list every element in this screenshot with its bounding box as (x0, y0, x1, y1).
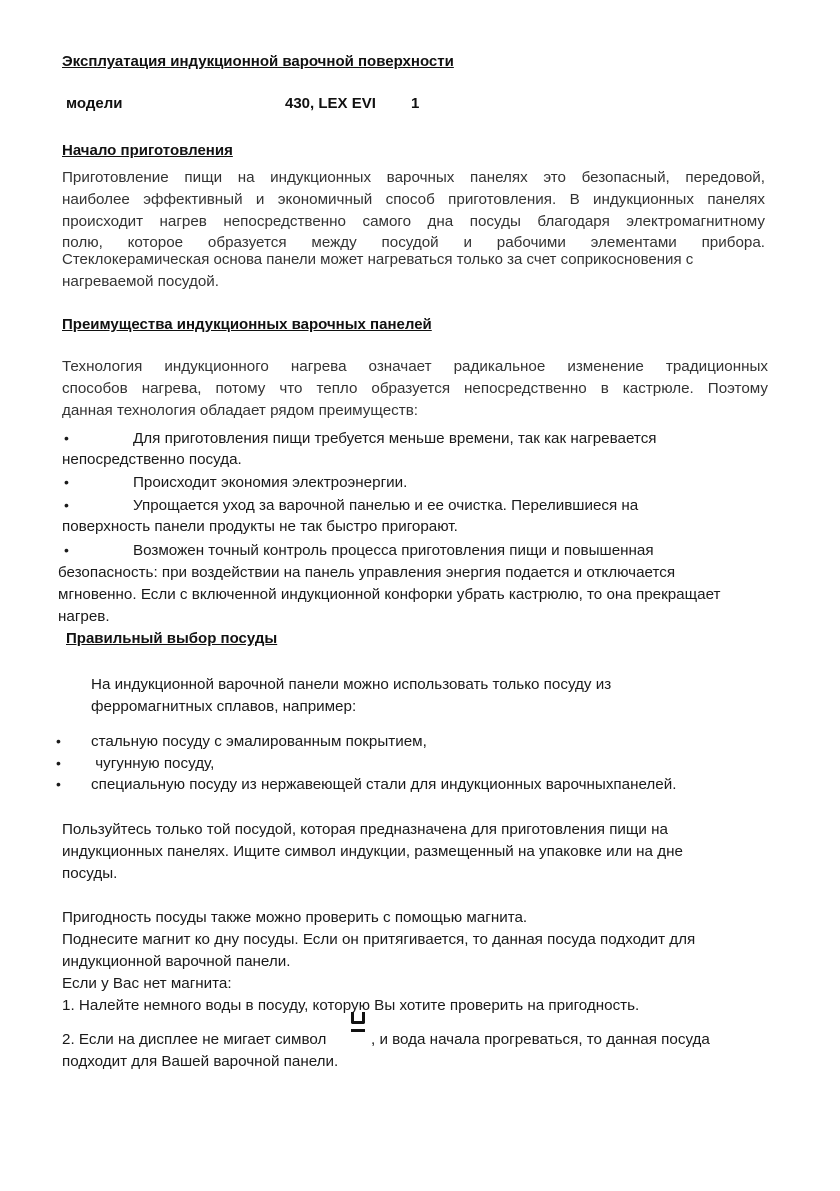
list-item-text: безопасность: при воздействии на панель управления энергия подается и отключается (58, 564, 676, 581)
list-item-text: мгновенно. Если с включенной индукционной конфорки убрать кастрюлю, то она прекращает (58, 586, 721, 603)
text-line: Технология индукционного нагрева означает радикальное изменение традиционных (62, 358, 768, 375)
list-item-text: Возможен точный контроль процесса приготовления пищи и повышенная (133, 542, 654, 559)
list-item-text: Для приготовления пищи требуется меньше времени, так как нагревается (133, 430, 657, 447)
bullet-icon: • (64, 542, 69, 558)
bullet-icon: • (64, 474, 69, 490)
list-item-text: стальную посуду с эмалированным покрытием, (91, 733, 427, 750)
list-item-text: поверхность панели продукты не так быстро пригорают. (62, 518, 458, 535)
text-line: полю, которое образуется между посудой и рабочими элементами прибора. (62, 234, 765, 251)
models-value: 430, LEX EVI (285, 95, 376, 112)
text-line: Приготовление пищи на индукционных варочных панелях это безопасный, передовой, (62, 169, 765, 186)
bullet-icon: • (64, 497, 69, 513)
text-line: нагреваемой посудой. (62, 273, 220, 290)
document-title: Эксплуатация индукционной варочной поверхности (62, 53, 454, 70)
bullet-icon: • (56, 733, 61, 749)
text-line: данная технология обладает рядом преимуществ: (62, 402, 418, 419)
list-item-text: чугунную посуду, (91, 755, 215, 772)
bullet-icon: • (56, 755, 61, 771)
text-line: Пользуйтесь только той посудой, которая предназначена для приготовления пищи на (62, 821, 668, 838)
section-heading-start-cooking: Начало приготовления (62, 142, 233, 159)
bullet-icon: • (64, 430, 69, 446)
text-line: Поднесите магнит ко дну посуды. Если он притягивается, то данная посуда подходит для (62, 931, 696, 948)
list-item-text: специальную посуду из нержавеющей стали для индукционных варочныхпанелей. (91, 776, 677, 793)
text-line: , и вода начала прогреваться, то данная посуда (371, 1031, 710, 1048)
section-heading-cookware: Правильный выбор посуды (66, 630, 278, 647)
section-heading-advantages: Преимущества индукционных варочных панелей (62, 316, 432, 333)
models-suffix: 1 (411, 95, 420, 112)
text-line: Пригодность посуды также можно проверить с помощью магнита. (62, 909, 528, 926)
text-line: 2. Если на дисплее не мигает символ (62, 1031, 327, 1048)
text-line: способов нагрева, потому что тепло образуется непосредственно в кастрюле. Поэтому (62, 380, 768, 397)
bullet-icon: • (56, 776, 61, 792)
text-line: подходит для Вашей варочной панели. (62, 1053, 339, 1070)
text-line: посуды. (62, 865, 118, 882)
models-label: модели (66, 95, 123, 112)
list-item-text: непосредственно посуда. (62, 451, 242, 468)
list-item-text: Происходит экономия электроэнергии. (133, 474, 408, 491)
text-line: наиболее эффективный и экономичный способ приготовления. В индукционных панелях (62, 191, 765, 208)
text-line: Стеклокерамическая основа панели может нагреваться только за счет соприкосновения с (62, 251, 694, 268)
text-line: 1. Налейте немного воды в посуду, которую Вы хотите проверить на пригодность. (62, 997, 640, 1014)
text-line: На индукционной варочной панели можно использовать только посуду из (91, 676, 612, 693)
text-line: индукционной варочной панели. (62, 953, 291, 970)
text-line: происходит нагрев непосредственно самого дна посуды благодаря электромагнитному (62, 213, 765, 230)
text-line: ферромагнитных сплавов, например: (91, 698, 357, 715)
no-pan-symbol-icon (350, 1012, 364, 1036)
text-line: индукционных панелях. Ищите символ индукции, размещенный на упаковке или на дне (62, 843, 683, 860)
list-item-text: Упрощается уход за варочной панелью и ее очистка. Перелившиеся на (133, 497, 639, 514)
list-item-text: нагрев. (58, 608, 110, 625)
text-line: Если у Вас нет магнита: (62, 975, 232, 992)
